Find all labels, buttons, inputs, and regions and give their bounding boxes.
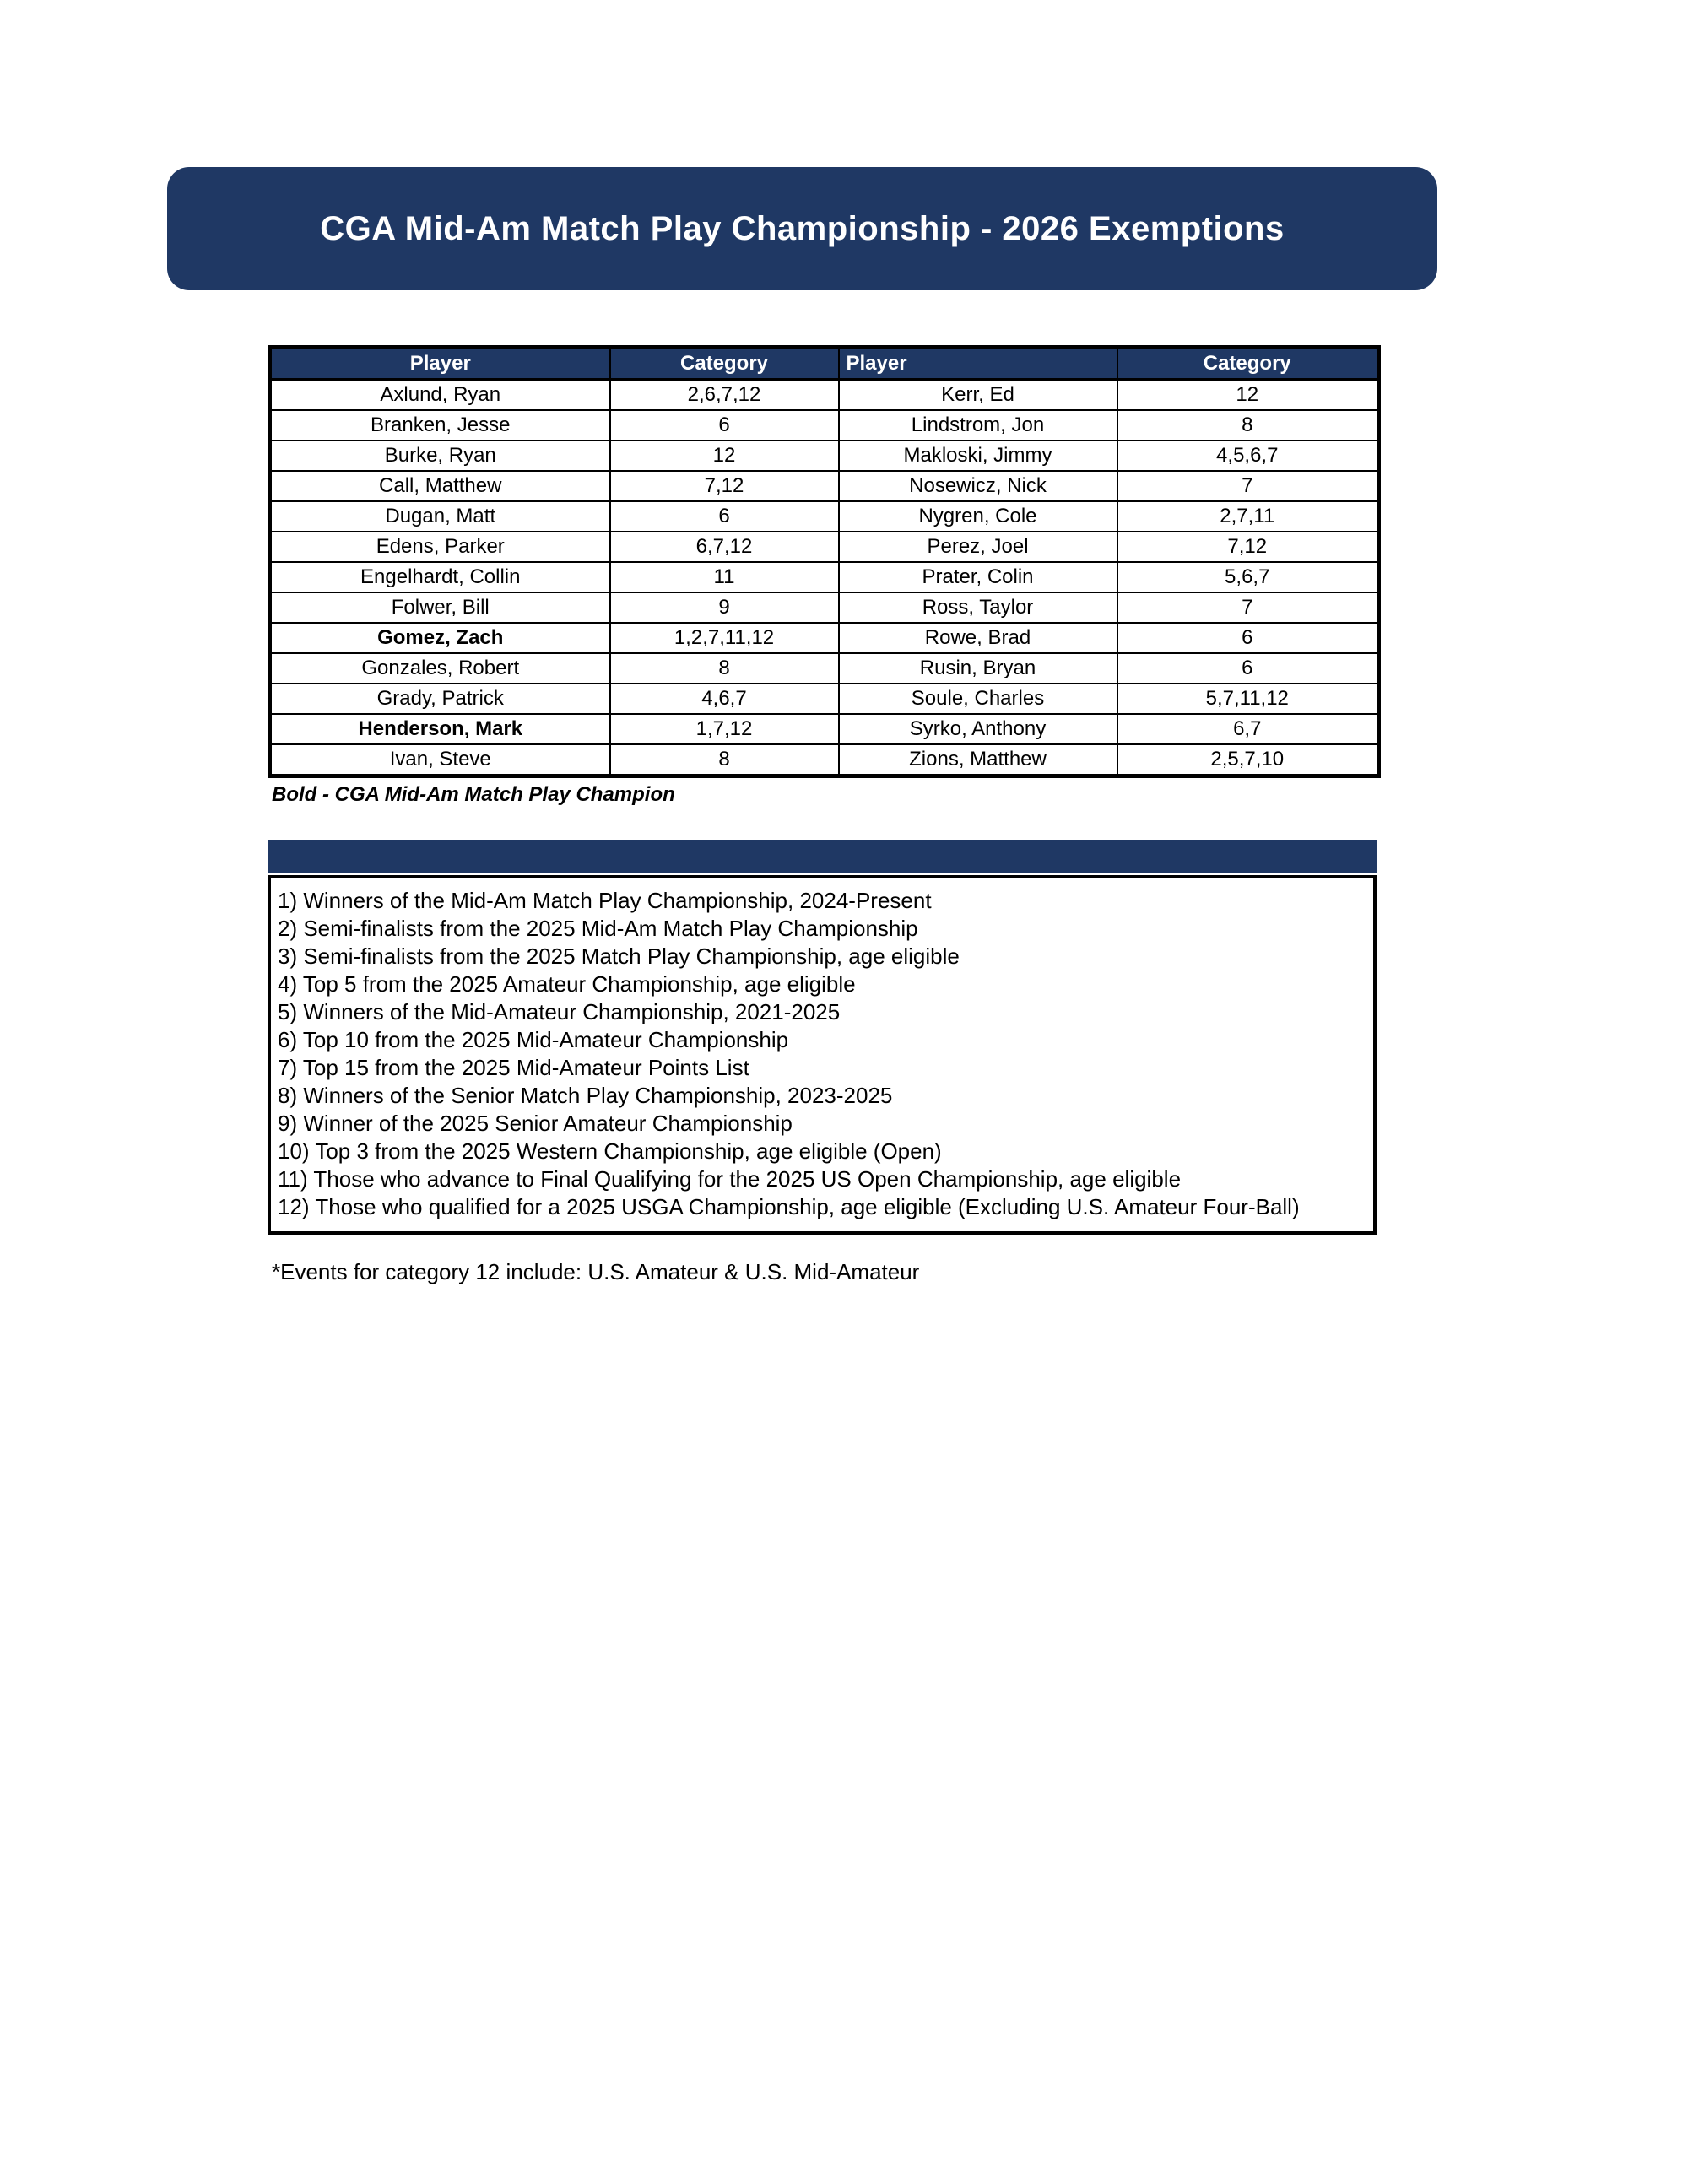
category-cell: 2,6,7,12	[610, 380, 839, 411]
criteria-item: 8) Winners of the Senior Match Play Championship, 2023-2025	[278, 1083, 893, 1108]
table-header-row	[270, 348, 1379, 380]
category-cell: 6	[1117, 653, 1379, 684]
player-name-cell: Rusin, Bryan	[839, 653, 1117, 684]
player-name-cell: Axlund, Ryan	[270, 380, 610, 411]
category-cell: 8	[610, 744, 839, 776]
category-cell: 7	[1117, 592, 1379, 623]
category-cell: 6	[1117, 623, 1379, 653]
header-category-1: Category	[610, 348, 839, 380]
player-name-cell: Ross, Taylor	[839, 592, 1117, 623]
category-cell: 6	[610, 410, 839, 441]
category-cell: 7,12	[610, 471, 839, 501]
page-title: CGA Mid-Am Match Play Championship - 2026 Exemptions	[320, 209, 1285, 247]
player-name-cell: Syrko, Anthony	[839, 714, 1117, 744]
table-row	[270, 623, 1379, 653]
category-cell: 12	[1117, 380, 1379, 411]
player-name-cell: Zions, Matthew	[839, 744, 1117, 776]
player-name-cell: Call, Matthew	[270, 471, 610, 501]
category-12-footnote: *Events for category 12 include: U.S. Amateur & U.S. Mid-Amateur	[272, 1259, 920, 1284]
player-name-cell-champion: Gomez, Zach	[270, 623, 610, 653]
player-name-cell: Prater, Colin	[839, 562, 1117, 592]
category-cell: 9	[610, 592, 839, 623]
criteria-item: 2) Semi-finalists from the 2025 Mid-Am Match Play Championship	[278, 916, 918, 941]
table-row	[270, 380, 1379, 411]
header-category-2: Category	[1117, 348, 1379, 380]
category-cell: 8	[1117, 410, 1379, 441]
player-name-cell: Soule, Charles	[839, 684, 1117, 714]
category-cell: 12	[610, 441, 839, 471]
player-name-cell: Folwer, Bill	[270, 592, 610, 623]
table-row	[270, 532, 1379, 562]
criteria-item: 6) Top 10 from the 2025 Mid-Amateur Championship	[278, 1027, 789, 1052]
player-name-cell: Nygren, Cole	[839, 501, 1117, 532]
table-row	[270, 562, 1379, 592]
player-name-cell: Gonzales, Robert	[270, 653, 610, 684]
exemptions-table	[268, 345, 1381, 778]
player-name-cell-champion: Henderson, Mark	[270, 714, 610, 744]
category-cell: 4,6,7	[610, 684, 839, 714]
player-name-cell: Engelhardt, Collin	[270, 562, 610, 592]
criteria-item: 5) Winners of the Mid-Amateur Championship, 2021-2025	[278, 999, 841, 1024]
table-row	[270, 744, 1379, 776]
category-cell: 6,7	[1117, 714, 1379, 744]
category-cell: 8	[610, 653, 839, 684]
category-cell: 11	[610, 562, 839, 592]
player-name-cell: Makloski, Jimmy	[839, 441, 1117, 471]
category-cell: 7	[1117, 471, 1379, 501]
exemption-criteria-box	[268, 875, 1377, 1235]
table-row	[270, 714, 1379, 744]
player-name-cell: Nosewicz, Nick	[839, 471, 1117, 501]
table-row	[270, 410, 1379, 441]
table-row	[270, 653, 1379, 684]
category-cell: 5,7,11,12	[1117, 684, 1379, 714]
player-name-cell: Grady, Patrick	[270, 684, 610, 714]
title-banner	[167, 167, 1437, 290]
category-cell: 5,6,7	[1117, 562, 1379, 592]
category-cell: 7,12	[1117, 532, 1379, 562]
criteria-item: 11) Those who advance to Final Qualifying for the 2025 US Open Championship, age eligible	[278, 1166, 1182, 1192]
player-name-cell: Burke, Ryan	[270, 441, 610, 471]
category-cell: 2,7,11	[1117, 501, 1379, 532]
player-name-cell: Branken, Jesse	[270, 410, 610, 441]
category-cell: 6,7,12	[610, 532, 839, 562]
criteria-item: 10) Top 3 from the 2025 Western Championship, age eligible (Open)	[278, 1138, 942, 1164]
table-row	[270, 471, 1379, 501]
category-cell: 1,2,7,11,12	[610, 623, 839, 653]
criteria-item: 3) Semi-finalists from the 2025 Match Play Championship, age eligible	[278, 943, 960, 969]
player-name-cell: Edens, Parker	[270, 532, 610, 562]
table-row	[270, 592, 1379, 623]
bold-legend-note: Bold - CGA Mid-Am Match Play Champion	[272, 783, 675, 806]
criteria-item: 1) Winners of the Mid-Am Match Play Championship, 2024-Present	[278, 888, 932, 913]
player-name-cell: Kerr, Ed	[839, 380, 1117, 411]
category-cell: 2,5,7,10	[1117, 744, 1379, 776]
table-row	[270, 441, 1379, 471]
player-name-cell: Perez, Joel	[839, 532, 1117, 562]
table-row	[270, 684, 1379, 714]
criteria-item: 7) Top 15 from the 2025 Mid-Amateur Points List	[278, 1055, 749, 1080]
player-name-cell: Ivan, Steve	[270, 744, 610, 776]
header-player-1: Player	[270, 348, 610, 380]
player-name-cell: Dugan, Matt	[270, 501, 610, 532]
criteria-item: 9) Winner of the 2025 Senior Amateur Championship	[278, 1111, 793, 1136]
player-name-cell: Lindstrom, Jon	[839, 410, 1117, 441]
player-name-cell: Rowe, Brad	[839, 623, 1117, 653]
criteria-item: 12) Those who qualified for a 2025 USGA Championship, age eligible (Excluding U.S. Amateur Four-Ball)	[278, 1194, 1300, 1219]
criteria-item: 4) Top 5 from the 2025 Amateur Championship, age eligible	[278, 971, 856, 997]
criteria-header-bar	[268, 840, 1377, 873]
header-player-2: Player	[839, 348, 1117, 380]
category-cell: 1,7,12	[610, 714, 839, 744]
category-cell: 4,5,6,7	[1117, 441, 1379, 471]
category-cell: 6	[610, 501, 839, 532]
table-row	[270, 501, 1379, 532]
